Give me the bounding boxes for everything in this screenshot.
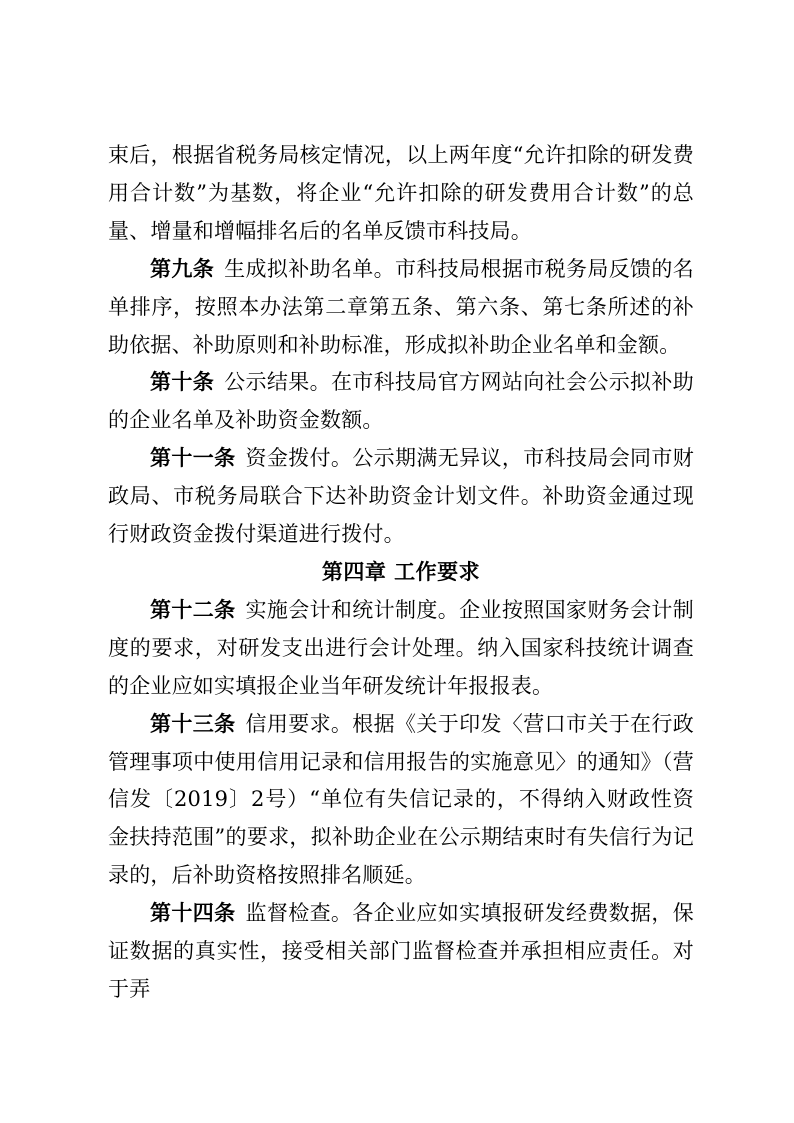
article-text: 公示结果。在市科技局官方网站向社会公示拟补助的企业名单及补助资金数额。 <box>108 370 694 433</box>
article-heading: 第十四条 <box>150 901 236 926</box>
document-body <box>108 137 694 1009</box>
paragraph-text: 束后，根据省税务局核定情况，以上两年度“允许扣除的研发费用合计数”为基数，将企业“允许扣除的研发费用合计数”的总量、增量和增幅排名后的名单反馈市科技局。 <box>108 143 694 243</box>
article-heading: 第十一条 <box>150 446 236 471</box>
article-text: 信用要求。根据《关于印发〈营口市关于在行政管理事项中使用信用记录和信用报告的实施意见〉的通知》（营信发〔2019〕2号）“单位有失信记录的，不得纳入财政性资金扶持范围”的要求，拟补助企业在公示期结束时有失信行为记录的，后补助资格按照排名顺延。 <box>108 711 694 888</box>
continued-paragraph <box>108 137 694 251</box>
article-text: 监督检查。各企业应如实填报研发经费数据，保证数据的真实性，接受相关部门监督检查并承担相应责任。对于弄 <box>108 901 694 1001</box>
article-10 <box>108 364 694 440</box>
article-12 <box>108 592 694 706</box>
article-14 <box>108 895 694 1009</box>
article-11 <box>108 440 694 554</box>
article-9 <box>108 251 694 365</box>
article-text: 资金拨付。公示期满无异议，市科技局会同市财政局、市税务局联合下达补助资金计划文件。补助资金通过现行财政资金拨付渠道进行拨付。 <box>108 446 694 547</box>
article-heading: 第九条 <box>150 256 215 281</box>
article-13 <box>108 706 694 896</box>
article-heading: 第十三条 <box>150 711 236 736</box>
article-text: 实施会计和统计制度。企业按照国家财务会计制度的要求，对研发支出进行会计处理。纳入国家科技统计调查的企业应如实填报企业当年研发统计年报报表。 <box>108 597 694 698</box>
chapter-title: 第四章 工作要求 <box>321 559 481 584</box>
article-heading: 第十二条 <box>150 597 236 622</box>
article-text: 生成拟补助名单。市科技局根据市税务局反馈的名单排序，按照本办法第二章第五条、第六条、第七条所述的补助依据、补助原则和补助标准，形成拟补助企业名单和金额。 <box>108 256 694 357</box>
article-heading: 第十条 <box>150 370 215 395</box>
